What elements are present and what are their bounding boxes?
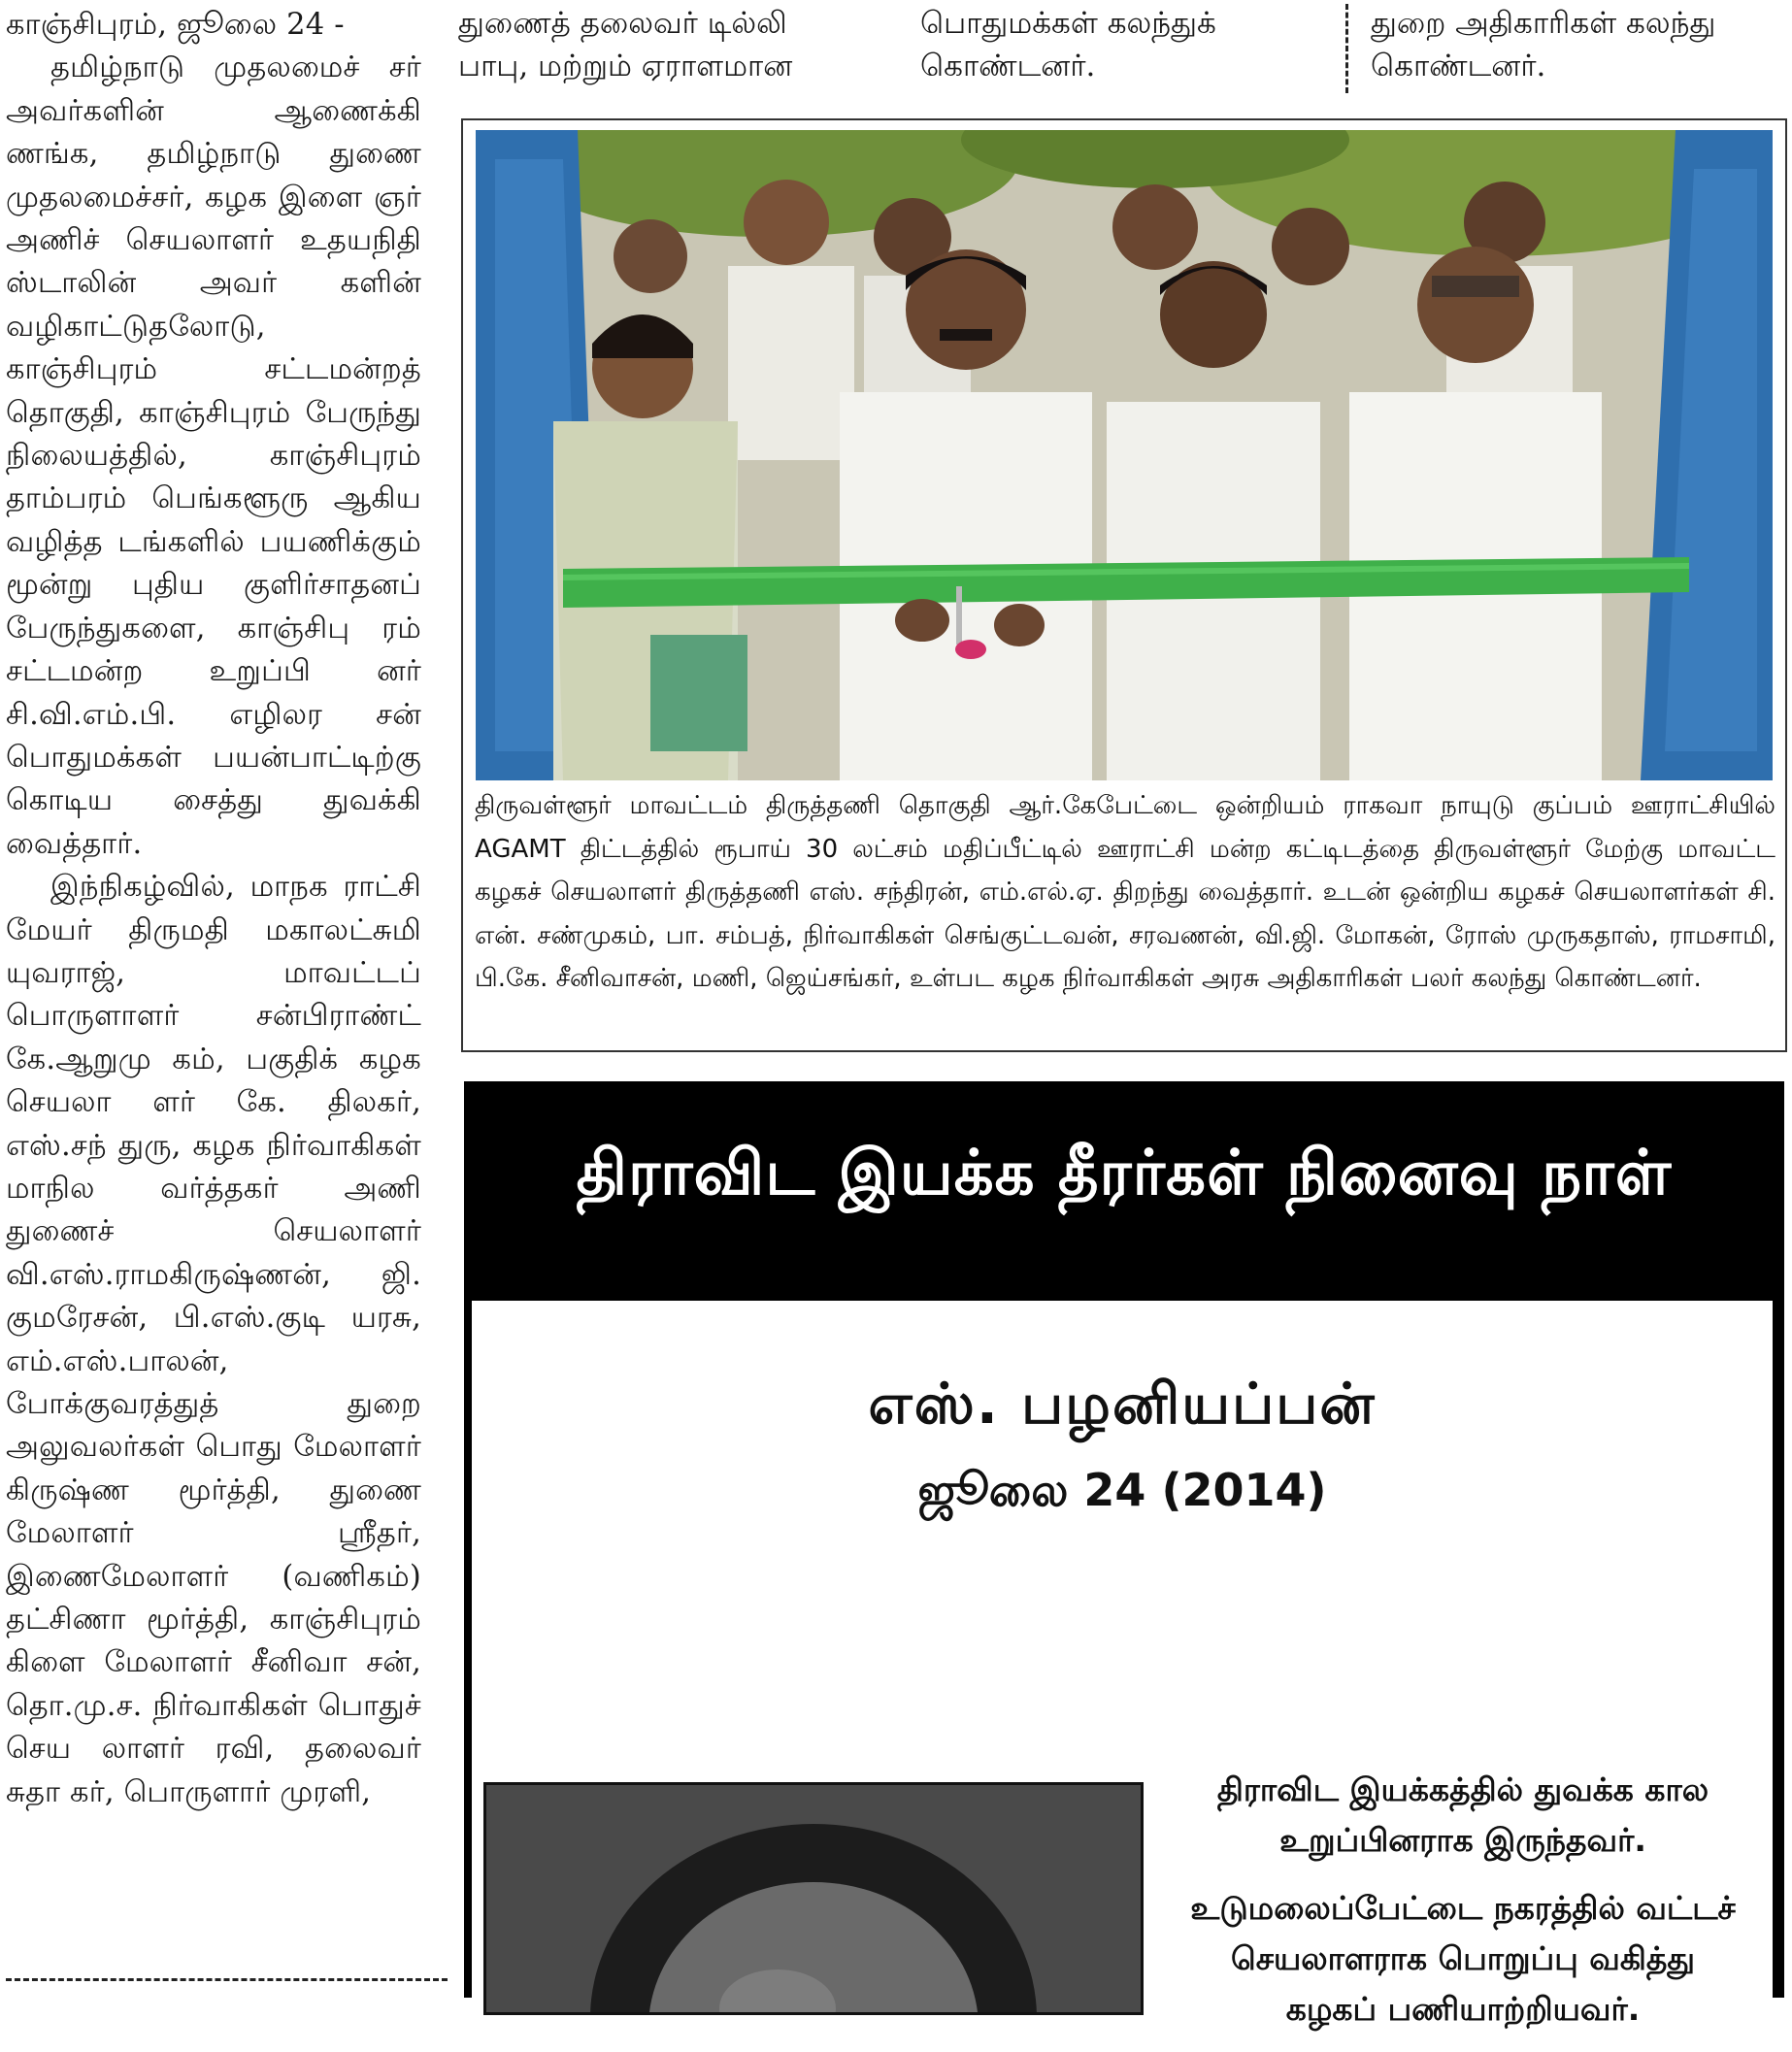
memorial-text-2: உடுமலைப்பேட்டை நகரத்தில் வட்டச் செயலாளராக பொறுப்பு வகித்து கழகப் பணியாற்றியவர்.	[1190, 1889, 1736, 2028]
memorial-body	[472, 1301, 1773, 2028]
memorial-banner-title: திராவிட இயக்க தீரர்கள் நினைவு நாள்	[576, 1138, 1673, 1209]
top-fragment-b-line-2: பாபு, மற்றும் ஏராளமான	[458, 49, 793, 83]
photo-caption: திருவள்ளூர் மாவட்டம் திருத்தணி தொகுதி ஆர்.கேபேட்டை ஒன்றியம் ராகவா நாயுடு குப்பம் ஊராட்சியில் AGAMT திட்டத்தில் ரூபாய் 30 லட்சம் மதிப்பீட்டில் ஊராட்சி மன்ற கட்டிடத்தை திருவள்ளூர் மேற்கு மாவட்ட கழகச் செயலாளர் திருத்தணி எஸ். சந்திரன், எம்.எல்.ஏ. திறந்து வைத்தார். உடன் ஒன்றிய கழகச் செயலாளர்கள் சி. என். சண்முகம், பா. சம்பத், நிர்வாகிகள் செங்குட்டவன், சரவணன், வி.ஜி. மோகன், ரோஸ் முருகதாஸ், ராமசாமி, பி.கே. சீனிவாசன், மணி, ஜெய்சங்கர், உள்பட கழக நிர்வாகிகள் அரசு அதிகாரிகள் பலர் கலந்து கொண்டனர்.	[475, 791, 1775, 993]
memorial-portrait	[483, 1782, 1144, 2015]
article-paragraph-1-text: தமிழ்நாடு முதலமைச் சர் அவர்களின் ஆணைக்கி ணங்க, தமிழ்நாடு துணை முதலமைச்சர், கழக இளை ஞர் அணிச் செயலாளர் உதயநிதி ஸ்டாலின் அவர் களின் வழிகாட்டுதலோடு, காஞ்சிபுரம் சட்டமன்றத் தொகுதி, காஞ்சிபுரம் பேருந்து நிலையத்தில், காஞ்சிபுரம் தாம்பரம் பெங்களூரு ஆகிய வழித்த டங்களில் பயணிக்கும் மூன்று புதிய குளிர்சாதனப் பேருந்துகளை, காஞ்சிபு ரம் சட்டமன்ற உறுப்பி னர் சி.வி.எம்.பி. எழிலர சன் பொதுமக்கள் பயன்பாட்டிற்கு கொடிய சைத்து துவக்கி வைத்தார்.	[6, 50, 421, 861]
top-fragment-d-line-1: துறை அதிகாரிகள் கலந்து	[1371, 6, 1716, 41]
column-divider-dashed	[6, 1978, 448, 1981]
photo-story-box	[461, 118, 1787, 1052]
article-paragraph-2	[6, 866, 421, 1814]
column-divider-vertical	[1345, 4, 1348, 93]
top-fragment-d-line-2: கொண்டனர்.	[1371, 49, 1546, 83]
ribbon-cutting-photo	[476, 130, 1773, 780]
memorial-text	[1186, 1765, 1740, 2052]
top-fragment-c	[920, 2, 1216, 87]
top-fragment-c-line-1: பொதுமக்கள் கலந்துக்	[920, 6, 1216, 41]
article-dateline: காஞ்சிபுரம், ஜூலை 24 -	[6, 8, 345, 42]
memorial-date: ஜூலை 24 (2014)	[917, 1464, 1327, 1516]
left-column-article	[6, 4, 421, 1974]
top-fragment-b	[458, 2, 792, 87]
article-paragraph-1	[6, 47, 421, 866]
memorial-name: எஸ். பழனியப்பன்	[868, 1371, 1377, 1437]
top-fragment-d	[1371, 2, 1715, 87]
memorial-notice	[464, 1081, 1784, 2028]
memorial-text-1: திராவிட இயக்கத்தில் துவக்க கால உறுப்பினராக இருந்தவர்.	[1216, 1771, 1709, 1859]
article-paragraph-2-text: இந்நிகழ்வில், மாநக ராட்சி மேயர் திருமதி மகாலட்சுமி யுவராஜ், மாவட்டப் பொருளாளர் சன்பிராண்ட் கே.ஆறுமு கம், பகுதிக் கழக செயலா ளர் கே. திலகர், எஸ்.சந் துரு, கழக நிர்வாகிகள் மாநில வர்த்தகர் அணி துணைச் செயலாளர் வி.எஸ்.ராமகிருஷ்ணன், ஜி. குமரேசன், பி.எஸ்.குடி யரசு, எம்.எஸ்.பாலன், போக்குவரத்துத் துறை அலுவலர்கள் பொது மேலாளர் கிருஷ்ண மூர்த்தி, துணை மேலாளர் ஸ்ரீதர், இணைமேலாளர் (வணிகம்) தட்சிணா மூர்த்தி, காஞ்சிபுரம் கிளை மேலாளர் சீனிவா சன், தொ.மு.ச. நிர்வாகிகள் பொதுச் செய லாளர் ரவி, தலைவர் சுதா கர், பொருளார் முரளி,	[6, 870, 421, 1809]
top-fragment-c-line-2: கொண்டனர்.	[920, 49, 1096, 83]
top-fragment-b-line-1: துணைத் தலைவர் டில்லி	[458, 6, 787, 41]
memorial-portrait-image	[486, 1785, 1141, 2012]
ribbon-cutting-illustration	[476, 130, 1773, 780]
